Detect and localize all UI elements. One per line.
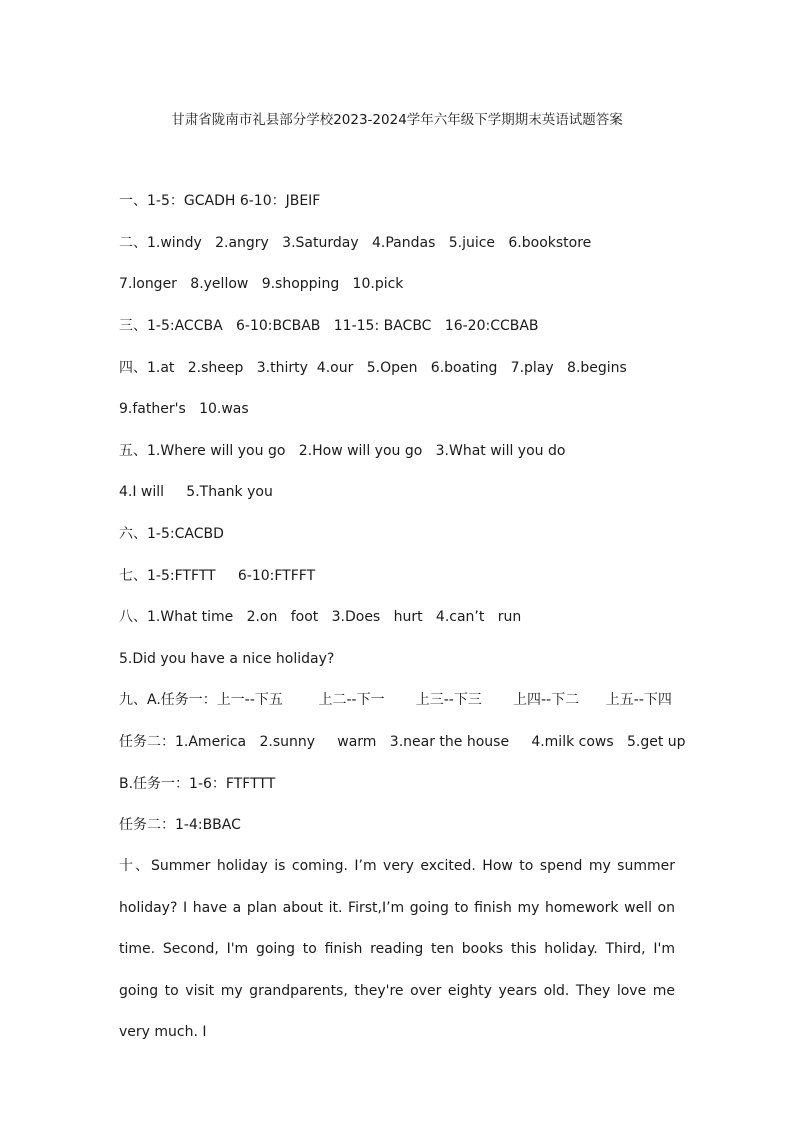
document-title: 甘肃省陇南市礼县部分学校2023-2024学年六年级下学期期末英语试题答案 (171, 112, 623, 128)
answer-line-4: 三、1-5:ACCBA 6-10:BCBAB 11-15: BACBC 16-20:CCBAB (119, 318, 539, 334)
answer-line-6: 9.father's 10.was (119, 401, 249, 417)
answer-line-14: 任务二：1.America 2.sunny warm 3.near the house 4.milk cows 5.get up (119, 734, 686, 750)
essay-paragraph: 十、Summer holiday is coming. I’m very excited. How to spend my summer holiday? I have a plan about it. First,I’m going to finish my homework well on time. Second, I'm going to finish reading ten books this holiday. Third, I'm going to visit my grandparents, they're over eighty years old. They love me very much. I (119, 858, 675, 1040)
answer-line-16: 任务二：1-4:BBAC (119, 817, 241, 833)
answer-line-8: 4.I will 5.Thank you (119, 484, 273, 500)
answer-line-1: 一、1-5：GCADH 6-10：JBEIF (119, 193, 321, 209)
answer-line-11: 八、1.What time 2.on foot 3.Does hurt 4.can’t run (119, 609, 522, 625)
answer-line-7: 五、1.Where will you go 2.How will you go 3.What will you do (119, 443, 566, 459)
answer-line-10: 七、1-5:FTFTT 6-10:FTFFT (119, 568, 316, 584)
answer-line-9: 六、1-5:CACBD (119, 526, 224, 542)
answer-line-15: B.任务一：1-6：FTFTTT (119, 776, 276, 792)
answer-line-2: 二、1.windy 2.angry 3.Saturday 4.Pandas 5.juice 6.bookstore (119, 235, 592, 251)
answer-line-13: 九、A.任务一：上一--下五 上二--下一 上三--下三 上四--下二 上五--下四 (119, 692, 672, 708)
answer-line-12: 5.Did you have a nice holiday? (119, 651, 335, 667)
answer-line-3: 7.longer 8.yellow 9.shopping 10.pick (119, 276, 404, 292)
answer-line-5: 四、1.at 2.sheep 3.thirty 4.our 5.Open 6.boating 7.play 8.begins (119, 360, 627, 376)
